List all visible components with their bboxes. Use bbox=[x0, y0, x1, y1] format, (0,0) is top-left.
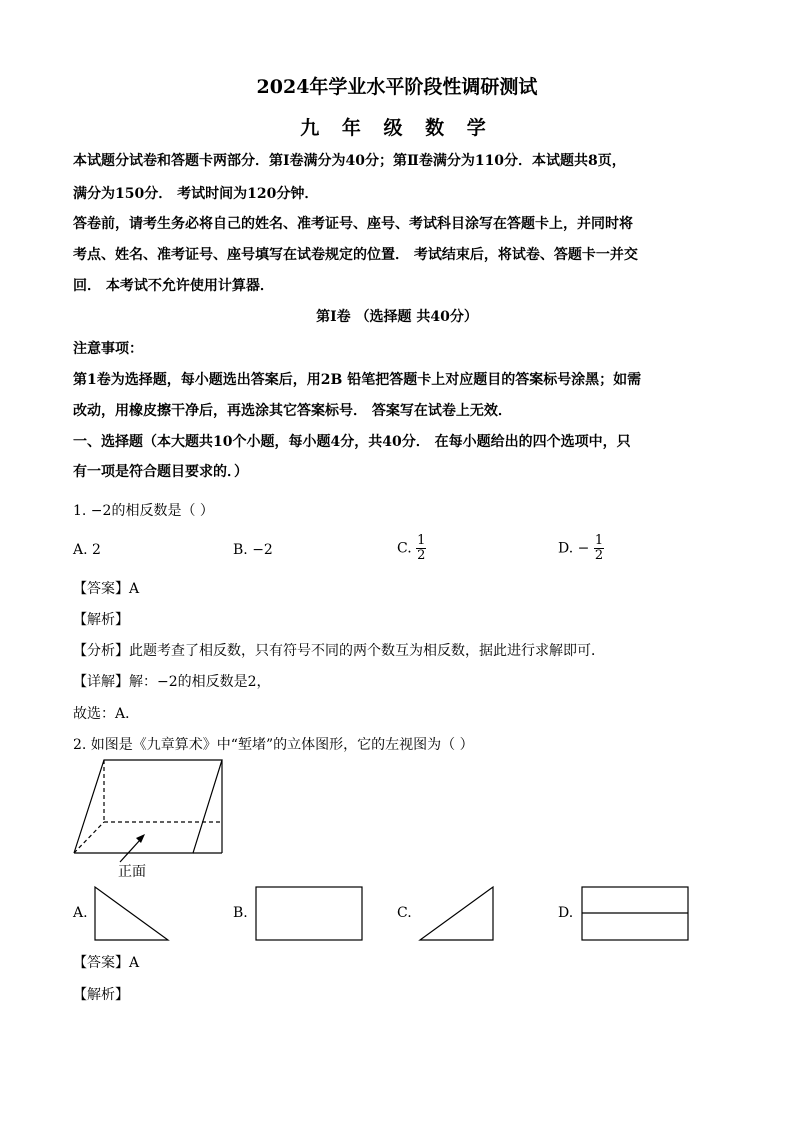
q2-option-b-shape bbox=[256, 887, 362, 940]
q1-option-c-numerator: 1 bbox=[417, 533, 426, 548]
q1-option-d-numerator: 1 bbox=[594, 533, 604, 548]
intro-line-1: 本试题分试卷和答题卡两部分．第Ⅰ卷满分为40分；第Ⅱ卷满分为110分．本试题共8页， bbox=[73, 153, 626, 169]
q2-option-d-label: D. bbox=[558, 905, 574, 921]
q2-option-b-label: B. bbox=[233, 905, 248, 921]
q1-option-a: A. 2 bbox=[73, 542, 101, 558]
q1-option-d-sign: − bbox=[577, 540, 590, 557]
intro-line-5: 回． 本考试不允许使用计算器． bbox=[73, 278, 274, 294]
q2-option-a-label: A. bbox=[73, 905, 88, 921]
q1-fenxi: 【分析】此题考查了相反数，只有符号不同的两个数互为相反数，据此进行求解即可． bbox=[73, 643, 605, 659]
intro-line-4: 考点、姓名、准考证号、座号填写在试卷规定的位置． 考试结束后，将试卷、答题卡一并交 bbox=[73, 247, 638, 263]
prism-front-edges bbox=[74, 760, 222, 853]
notes-line-2: 改动，用橡皮擦干净后，再选涂其它答案标号． 答案写在试卷上无效． bbox=[73, 403, 512, 419]
q1-option-c-denominator: 2 bbox=[417, 548, 426, 563]
q1-stem: 1. −2的相反数是（ ） bbox=[73, 503, 214, 519]
part-one-line-2: 有一项是符合题目要求的．） bbox=[73, 464, 248, 480]
section-heading: 第Ⅰ卷 （选择题 共40分） bbox=[316, 309, 478, 325]
q1-option-d-label: D. bbox=[558, 540, 574, 557]
q2-analysis: 【解析】 bbox=[73, 987, 129, 1003]
q2-option-a-shape bbox=[95, 887, 168, 940]
q2-answer: 【答案】A bbox=[73, 955, 140, 971]
q1-option-c-label: C. bbox=[397, 540, 412, 557]
q2-option-c-shape bbox=[420, 887, 493, 940]
intro-line-3: 答卷前，请考生务必将自己的姓名、准考证号、座号、考试科目涂写在答题卡上，并同时将 bbox=[73, 216, 633, 232]
q2-option-c-label: C. bbox=[397, 905, 412, 921]
q1-detail: 【详解】解：−2的相反数是2， bbox=[73, 674, 271, 690]
q1-analysis: 【解析】 bbox=[73, 612, 129, 628]
notes-heading: 注意事项： bbox=[73, 341, 143, 357]
notes-line-1: 第1卷为选择题，每小题选出答案后，用2B 铅笔把答题卡上对应题目的答案标号涂黑；如需 bbox=[73, 372, 642, 388]
front-label: 正面 bbox=[118, 864, 146, 880]
q1-option-d-denominator: 2 bbox=[594, 548, 604, 563]
intro-line-2: 满分为150分． 考试时间为120分钟． bbox=[73, 186, 319, 202]
q2-stem: 2. 如图是《九章算术》中“堑堵”的立体图形，它的左视图为（ ） bbox=[73, 737, 474, 753]
front-arrow-line bbox=[120, 840, 140, 862]
front-arrow-head bbox=[136, 834, 145, 843]
q1-conclusion: 故选：A． bbox=[73, 706, 140, 722]
exam-title: 2024年学业水平阶段性调研测试 bbox=[256, 76, 538, 98]
q1-answer: 【答案】A bbox=[73, 581, 140, 597]
exam-subtitle: 九 年 级 数 学 bbox=[300, 117, 494, 139]
q1-option-b: B. −2 bbox=[233, 542, 273, 558]
part-one-line-1: 一、选择题（本大题共10个小题，每小题4分，共40分． 在每小题给出的四个选项中，只 bbox=[73, 434, 631, 450]
